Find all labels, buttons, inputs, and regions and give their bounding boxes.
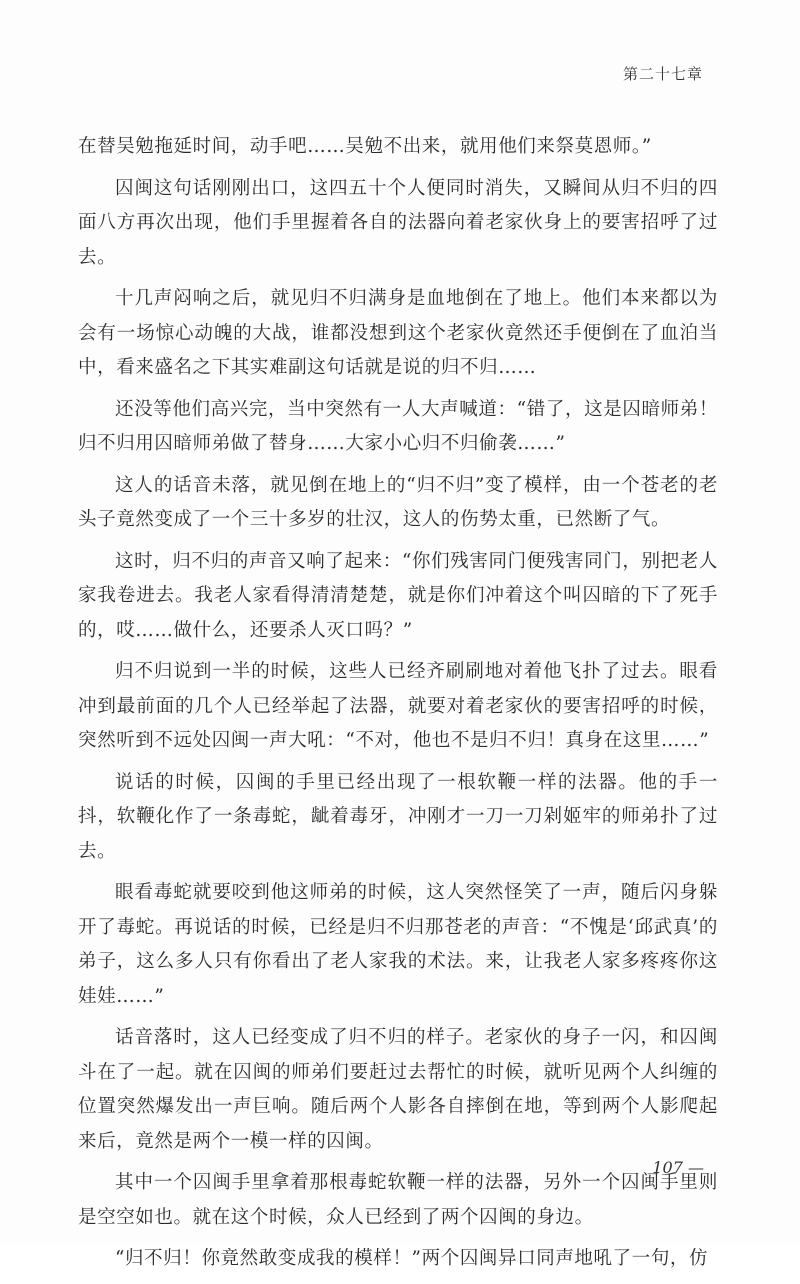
paragraph: 眼看毒蛇就要咬到他这师弟的时候，这人突然怪笑了一声，随后闪身躲开了毒蛇。再说话的时候，已经是归不归那苍老的声音：“不愧是‘邱武真’的弟子，这么多人只有你看出了老人家我的术法。来，让我老人家多疼疼你这娃娃……” <box>78 882 718 1007</box>
paragraph: 十几声闷响之后，就见归不归满身是血地倒在了地上。他们本来都以为会有一场惊心动魄的大战，谁都没想到这个老家伙竟然还手便倒在了血泊当中，看来盛名之下其实难副这句话就是说的归不归…… <box>78 288 718 378</box>
page-number: 107 — <box>652 1158 704 1177</box>
paragraph: 在替吴勉拖延时间，动手吧……吴勉不出来，就用他们来祭莫恩师。” <box>78 136 652 157</box>
paragraph: 这时，归不归的声音又响了起来：“你们残害同门便残害同门，别把老人家我卷进去。我老人家看得清清楚楚，就是你们冲着这个叫囚暗的下了死手的，哎……做什么，还要杀人灭口吗？” <box>78 550 718 641</box>
paragraph: 其中一个囚闽手里拿着那根毒蛇软鞭一样的法器，另外一个囚闽手里则是空空如也。就在这个时候，众人已经到了两个囚闽的身边。 <box>78 1172 718 1228</box>
paragraph: 这人的话音未落，就见倒在地上的“归不归”变了模样，由一个苍老的老头子竟然变成了一个三十多岁的壮汉，这人的伤势太重，已然断了气。 <box>78 474 718 530</box>
paragraph: 囚闽这句话刚刚出口，这四五十个人便同时消失，又瞬间从归不归的四面八方再次出现，他们手里握着各自的法器向着老家伙身上的要害招呼了过去。 <box>78 177 718 268</box>
paragraph: 说话的时候，囚闽的手里已经出现了一根软鞭一样的法器。他的手一抖，软鞭化作了一条毒蛇，龇着毒牙，冲刚才一刀一刀剁姬牢的师弟扑了过去。 <box>78 771 718 862</box>
chapter-header: 第二十七章 <box>622 65 703 83</box>
paragraph: 还没等他们高兴完，当中突然有一人大声喊道：“错了，这是囚暗师弟！归不归用囚暗师弟做了替身……大家小心归不归偷袭……” <box>78 398 718 454</box>
body-text <box>78 130 718 1284</box>
paragraph: “归不归！你竟然敢变成我的模样！”两个囚闽异口同声地吼了一句，仿 <box>115 1248 709 1269</box>
paragraph: 话音落时，这人已经变成了归不归的样子。老家伙的身子一闪，和囚闽斗在了一起。就在囚闽的师弟们要赶过去帮忙的时候，就听见两个人纠缠的位置突然爆发出一声巨响。随后两个人影各自摔倒在地，等到两个人影爬起来后，竟然是两个一模一样的囚闽。 <box>78 1027 718 1152</box>
paragraph: 归不归说到一半的时候，这些人已经齐刷刷地对着他飞扑了过去。眼看冲到最前面的几个人已经举起了法器，就要对着老家伙的要害招呼的时候，突然听到不远处囚闽一声大吼：“不对，他也不是归不归！真身在这里……” <box>78 661 718 751</box>
